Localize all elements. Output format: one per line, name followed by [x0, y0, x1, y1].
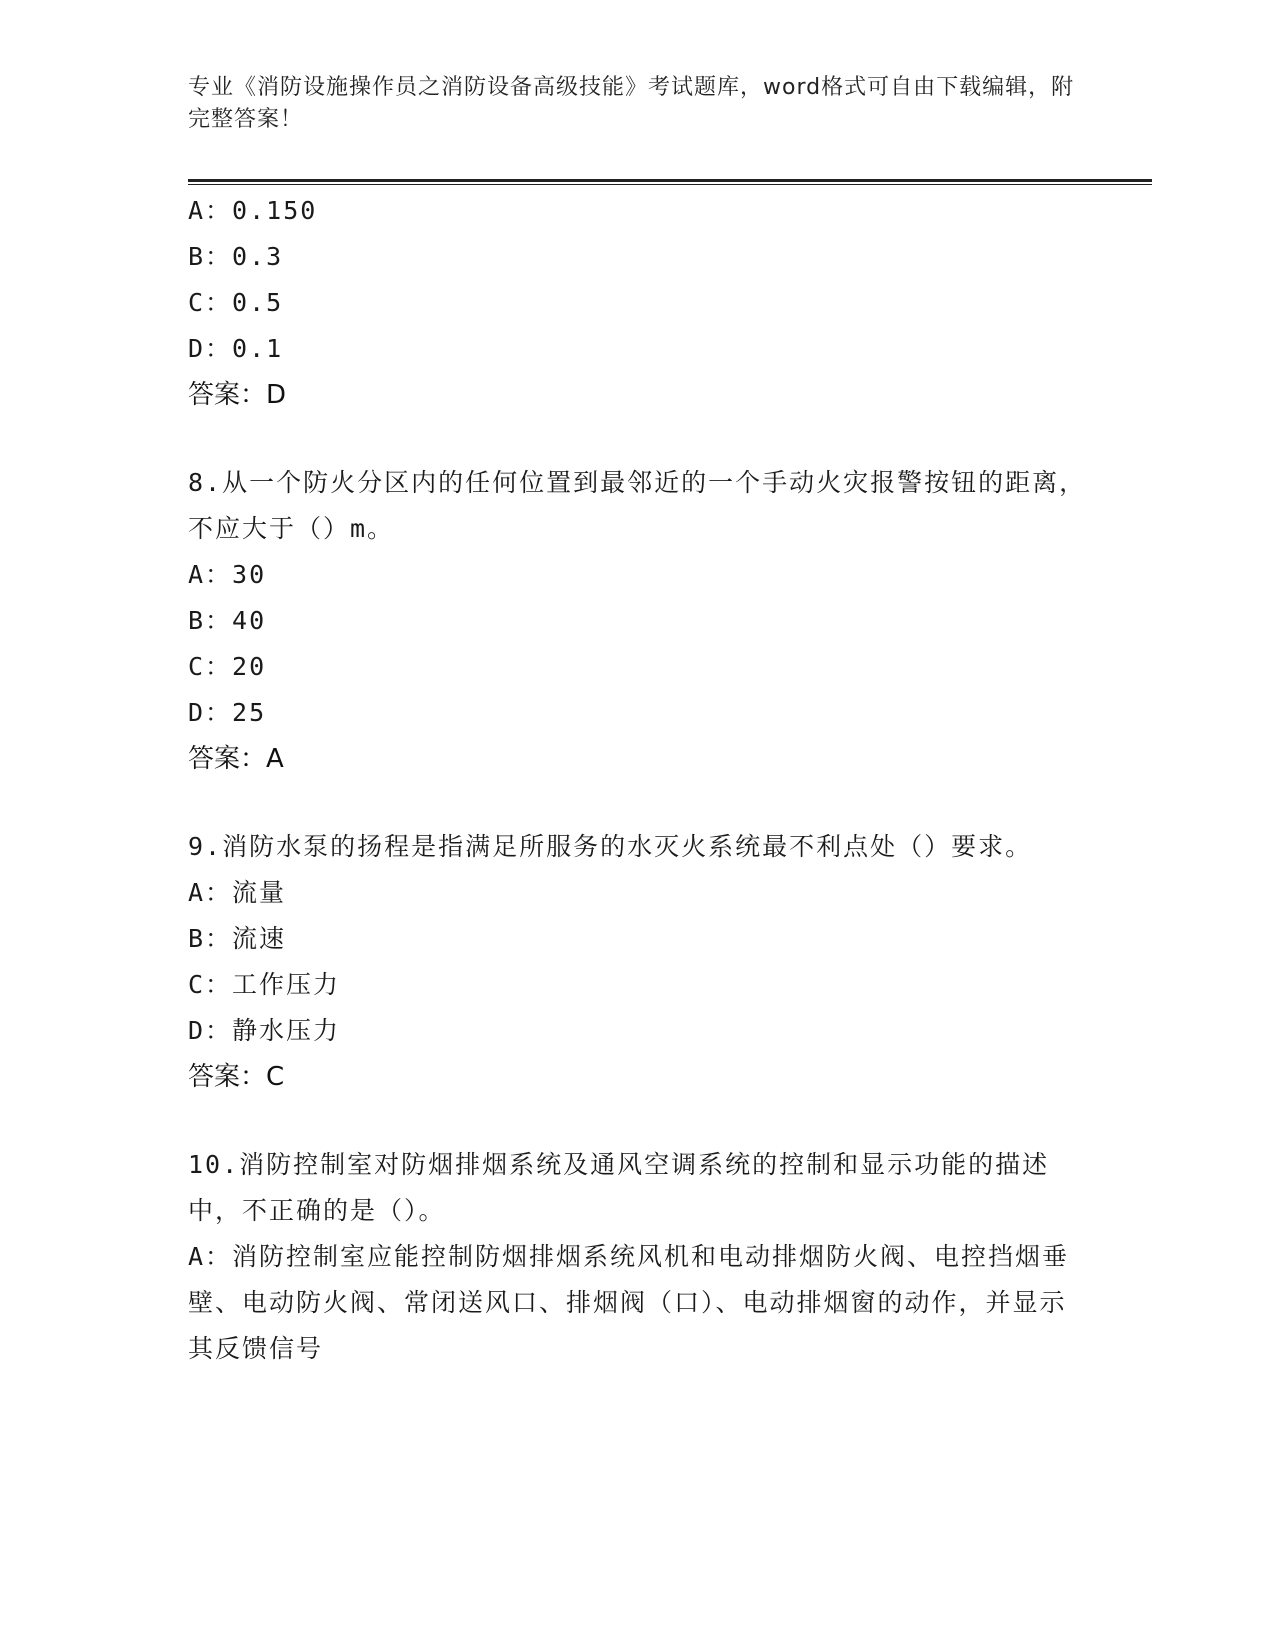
- answer-line: 答案：C: [188, 1062, 285, 1092]
- option-c: C：工作压力: [188, 970, 341, 999]
- option-c: C：20: [188, 652, 267, 681]
- option-a: A：消防控制室应能控制防烟排烟系统风机和电动排烟防火阀、电控挡烟垂壁、电动防火阀、常闭送风口、排烟阀（口）、电动排烟窗的动作，并显示其反馈信号: [188, 1242, 1070, 1363]
- option-d: D：静水压力: [188, 1016, 341, 1045]
- option-b: B：0.3: [188, 242, 284, 271]
- question-10-block: [188, 1142, 1088, 1372]
- header-divider: [188, 179, 1152, 182]
- question-stem: 9.消防水泵的扬程是指满足所服务的水灭火系统最不利点处（）要求。: [188, 832, 1033, 861]
- option-a: A：0.150: [188, 196, 318, 225]
- option-a: A：30: [188, 560, 267, 589]
- document-header: 专业《消防设施操作员之消防设备高级技能》考试题库，word格式可自由下载编辑，附完整答案！: [188, 75, 1075, 132]
- option-b: B：40: [188, 606, 267, 635]
- answer-line: 答案：D: [188, 380, 287, 410]
- question-9-block: [188, 824, 1088, 1100]
- question-content: [188, 188, 1088, 1372]
- option-b: B：流速: [188, 924, 287, 953]
- option-c: C：0.5: [188, 288, 284, 317]
- answer-line: 答案：A: [188, 744, 284, 774]
- header-divider-thin: [188, 184, 1152, 185]
- question-stem: 8.从一个防火分区内的任何位置到最邻近的一个手动火灾报警按钮的距离，不应大于（）m。: [188, 468, 1087, 543]
- prev-question-block: [188, 188, 1088, 418]
- question-8-block: [188, 460, 1088, 782]
- option-d: D：0.1: [188, 334, 284, 363]
- question-stem: 10.消防控制室对防烟排烟系统及通风空调系统的控制和显示功能的描述中，不正确的是（）。: [188, 1150, 1050, 1225]
- option-d: D：25: [188, 698, 267, 727]
- option-a: A：流量: [188, 878, 287, 907]
